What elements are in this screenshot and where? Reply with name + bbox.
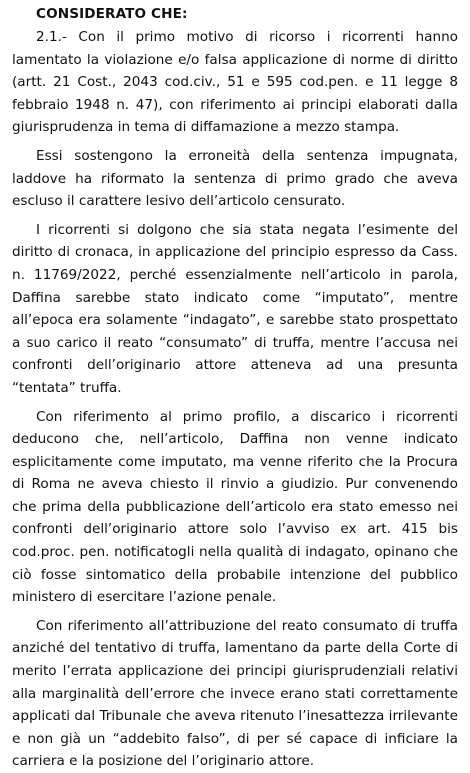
paragraph-right-of-reporting: I ricorrenti si dolgono che sia stata negata l’esimente del diritto di cronaca, in applicazione del principio espresso da Cass. n. 11769/2022, perché essenzialmente nell’articolo in parola, Daffina sarebbe stato indicato come “imputato”, mentre all’epoca era solamente “indagato”, e sarebbe stato prospettato a suo carico il reato “consumato” di truffa, mentre l’accusa nei confronti dell’originario attore atteneva ad una presunta “tentata” truffa. (12, 221, 458, 396)
section-heading: CONSIDERATO CHE: (36, 6, 188, 22)
paragraph-first-ground: 2.1.- Con il primo motivo di ricorso i ricorrenti hanno lamentato la violazione e/o falsa applicazione di norme di diritto (artt. 21 Cost., 2043 cod.civ., 51 e 595 cod.pen. e 11 legge 8 febbraio 1948 n. 47), con riferimento ai principi elaborati dalla giurisprudenza in tema di diffamazione a mezzo stampa. (12, 29, 458, 136)
paragraph-second-profile: Con riferimento all’attribuzione del reato consumato di truffa anziché del tentativo di truffa, lamentano da parte della Corte di merito l’errata applicazione dei principi giurisprudenziali relativi alla marginalità dell’errore che invece erano stati correttamente applicati dal Tribunale che aveva ritenuto l’inesattezza irrilevante e non già un “addebito falso”, di per sé capace di inficiare la carriera e la posizione del l’originario attore. (12, 617, 458, 770)
paragraph-erroneousness: Essi sostengono la erroneità della sentenza impugnata, laddove ha riformato la sentenza di primo grado che aveva escluso il carattere lesivo dell’articolo censurato. (12, 147, 458, 210)
paragraph-first-profile: Con riferimento al primo profilo, a discarico i ricorrenti deducono che, nell’articolo, Daffina non venne indicato esplicitamente come imputato, ma venne riferito che la Procura di Roma ne aveva chiesto il rinvio a giudizio. Pur convenendo che prima della pubblicazione dell’articolo era stato emesso nei confronti dell’originario attore solo l’avviso ex art. 415 bis cod.proc. pen. notificatogli nella qualità di indagato, opinano che ciò fosse sintomatico della probabile intenzione del pubblico ministero di esercitare l’azione penale. (12, 408, 458, 606)
